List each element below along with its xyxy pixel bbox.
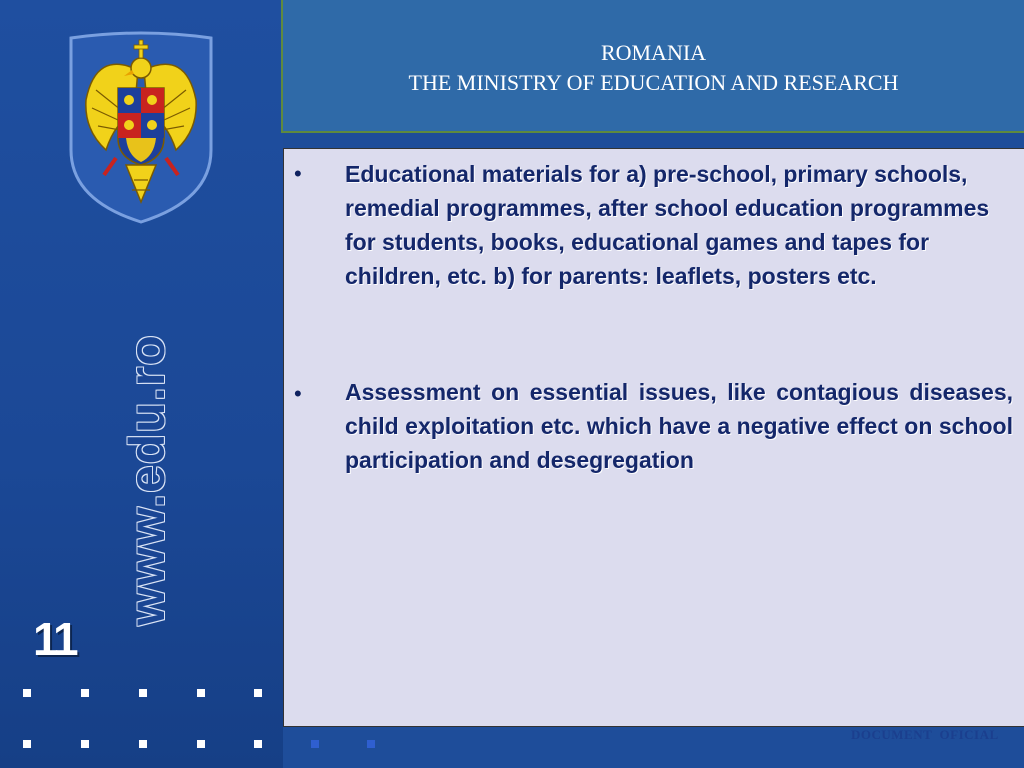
dot-icon <box>23 689 31 697</box>
slide-header <box>281 0 1024 133</box>
sidebar <box>0 0 283 768</box>
document-official-label: DOCUMENT OFICIAL <box>851 727 999 742</box>
dot-icon <box>254 740 262 748</box>
bullet-icon: • <box>294 381 302 406</box>
dot-icon <box>367 740 375 748</box>
bullet-icon: • <box>294 161 302 186</box>
list-item: Assessment on essential issues, like contagious diseases, child exploitation etc. which have a negative effect on school participation and desegregation <box>345 379 1013 473</box>
decorative-dots-row-bottom <box>0 740 400 750</box>
romania-coat-of-arms-icon <box>66 30 216 225</box>
dot-icon <box>197 689 205 697</box>
dot-icon <box>139 740 147 748</box>
page-number: 11 <box>33 613 76 665</box>
list-item: Educational materials for a) pre-school, primary schools, remedial programmes, after school education programmes for students, books, educational games and tapes for children, etc. b) for parents: leaflets, posters etc. <box>345 161 990 289</box>
website-url: www.edu.ro <box>119 334 175 626</box>
dot-icon <box>139 689 147 697</box>
dot-icon <box>81 740 89 748</box>
content-panel <box>283 148 1024 727</box>
dot-icon <box>81 689 89 697</box>
header-country: ROMANIA <box>600 40 707 65</box>
header-ministry: THE MINISTRY OF EDUCATION AND RESEARCH <box>408 70 899 95</box>
dot-icon <box>197 740 205 748</box>
dot-icon <box>254 689 262 697</box>
dot-icon <box>311 740 319 748</box>
dot-icon <box>23 740 31 748</box>
